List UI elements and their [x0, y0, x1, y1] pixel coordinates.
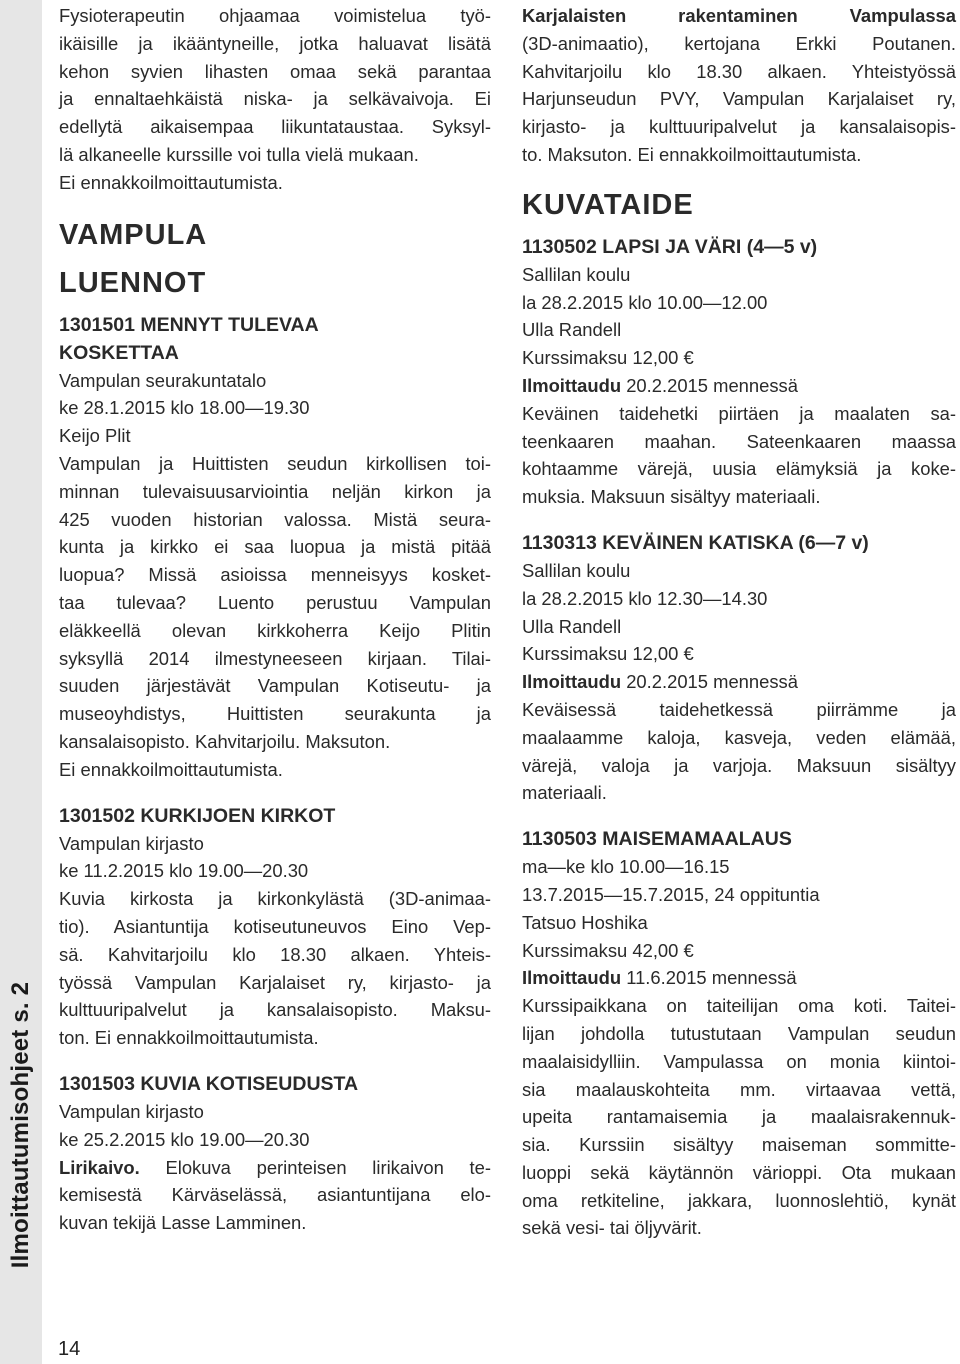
text-line: Harjunseudun PVY, Vampulan Karjalaiset ry, — [522, 88, 956, 110]
section-heading: LUENNOT — [59, 266, 207, 299]
register-label: Ilmoittaudu — [522, 967, 622, 989]
course-title: 1301501 MENNYT TULEVAA — [59, 313, 319, 336]
course-fee: Kurssimaksu 12,00 € — [522, 643, 694, 665]
text-line: maalaisidylliin. Vampulassa on monia kiintoi- — [522, 1050, 956, 1072]
course-block — [59, 802, 491, 1052]
text-line: kohtaamme värejä, uusia elämyksiä ja koke- — [522, 458, 956, 480]
organization-heading: VAMPULA — [59, 218, 208, 251]
course-registration — [522, 668, 956, 696]
sidebar-label: Ilmoittautumisohjeet s. 2 — [7, 981, 34, 1269]
text-line: oma retkiteline, jakkara, luonnoslehtiö, kynät — [522, 1189, 956, 1211]
text-line: sia. Kurssiin sisältyy maiseman sommitte- — [522, 1134, 956, 1156]
text-line: lijan johdolla tutustutaan Vampulan seudun — [522, 1022, 956, 1044]
text-line: ikäisille ja ikääntyneille, jotka haluavat lisätä — [59, 32, 491, 54]
intro-paragraph — [59, 2, 491, 197]
text-line: ton. Ei ennakkoilmoittautumista. — [59, 1027, 319, 1049]
course-teacher: Ulla Randell — [522, 319, 622, 341]
text-line: kuvan tekijä Lasse Lamminen. — [59, 1212, 307, 1234]
text-line: työssä Vampulan Karjalaiset ry, kirjasto- ja — [59, 971, 491, 993]
text-line: maalaamme kaloja, kasveja, veden elämää, — [522, 726, 956, 748]
right-column — [522, 2, 956, 1242]
text-run: Elokuva perinteisen lirikaivon te- — [139, 1156, 491, 1178]
text-line: muksia. Maksuun sisältyy materiaali. — [522, 486, 821, 508]
course-block — [522, 825, 956, 1242]
course-place: Sallilan koulu — [522, 263, 631, 285]
text-line: eläkkeellä olevan kirkkoherra Keijo Plitin — [59, 619, 491, 641]
text-line: Karjalaisten rakentaminen Vampulassa — [522, 5, 956, 26]
text-line: Ei ennakkoilmoittautumista. — [59, 758, 283, 780]
text-line: Kuvia kirkosta ja kirkonkylästä (3D-animaa- — [59, 888, 491, 910]
text-line: Keväinen taidehetki piirtäen ja maalaten sa- — [522, 402, 956, 424]
course-title: KOSKETTAA — [59, 341, 179, 364]
text-line: suuden järjestävät Vampulan Kotiseutu- ja — [59, 675, 491, 697]
course-date: la 28.2.2015 klo 10.00—12.00 — [522, 291, 768, 313]
course-title: 1130313 KEVÄINEN KATISKA (6—7 v) — [522, 531, 869, 554]
course-block — [59, 311, 491, 784]
course-title: 1130503 MAISEMAMAALAUS — [522, 828, 792, 851]
course-fee: Kurssimaksu 42,00 € — [522, 939, 694, 961]
text-line: edellytä aikaisempaa liikuntataustaa. Syksyl- — [59, 116, 491, 138]
page-number: 14 — [58, 1338, 81, 1360]
text-line: luoppi sekä käytännön värioppi. Ota mukaan — [522, 1161, 956, 1183]
text-line: Ei ennakkoilmoittautumista. — [59, 171, 283, 193]
course-dates: 13.7.2015—15.7.2015, 24 oppituntia — [522, 883, 820, 905]
text-line: minnan tulevaisuusarviointia neljän kirkon ja — [59, 480, 491, 502]
left-column — [59, 2, 491, 1237]
text-line — [59, 1154, 491, 1182]
text-line: tio). Asiantuntija kotiseutuneuvos Eino Vep- — [59, 915, 491, 937]
course-fee: Kurssimaksu 12,00 € — [522, 347, 694, 369]
course-date: ke 25.2.2015 klo 19.00—20.30 — [59, 1128, 310, 1150]
text-line: syksyllä 2014 ilmestyneeseen kirjaan. Tilai- — [59, 647, 491, 669]
text-line: materiaali. — [522, 782, 607, 804]
text-line: (3D-animaatio), kertojana Erkki Poutanen. — [522, 32, 956, 54]
text-line: kunta ja kirkko ei saa luopua ja mistä pitää — [59, 536, 491, 558]
intro-paragraph — [522, 2, 956, 169]
text-line: upeita rantamaisemia ja maalaisrakennuk- — [522, 1106, 956, 1128]
text-line: to. Maksuton. Ei ennakkoilmoittautumista. — [522, 143, 862, 165]
course-place: Vampulan kirjasto — [59, 832, 204, 854]
text-line: taa tulevaa? Luento perustuu Vampulan — [59, 591, 491, 613]
course-teacher: Keijo Plit — [59, 425, 131, 447]
course-place: Vampulan seurakuntatalo — [59, 369, 267, 391]
course-teacher: Ulla Randell — [522, 615, 622, 637]
text-line: luopua? Missä asioissa menneisyys kosket- — [59, 564, 491, 586]
course-subtitle: Lirikaivo. — [59, 1156, 140, 1178]
text-line: kirjasto- ja kulttuuripalvelut ja kansalaisopis- — [522, 116, 956, 138]
course-teacher: Tatsuo Hoshika — [522, 911, 648, 933]
course-place: Sallilan koulu — [522, 559, 631, 581]
text-line: lä alkaneelle kurssille voi tulla vielä mukaan. — [59, 143, 419, 165]
text-line: teenkaaren maahan. Sateenkaaren maassa — [522, 430, 956, 452]
text-line: museoyhdistys, Huittisten seurakunta ja — [59, 703, 491, 725]
course-title: 1301502 KURKIJOEN KIRKOT — [59, 804, 336, 827]
text-line: Vampulan ja Huittisten seudun kirkollisen toi- — [59, 452, 491, 474]
course-registration — [522, 372, 956, 400]
text-line: Keväisessä taidehetkessä piirrämme ja — [522, 698, 956, 720]
register-label: Ilmoittaudu — [522, 374, 622, 396]
register-deadline: 20.2.2015 mennessä — [621, 374, 798, 396]
text-line: Kahvitarjoilu klo 18.30 alkaen. Yhteistyössä — [522, 60, 956, 82]
text-line: kansalaisopisto. Kahvitarjoilu. Maksuton. — [59, 730, 391, 752]
course-place: Vampulan kirjasto — [59, 1100, 204, 1122]
text-line: kehon syvien lihasten omaa sekä parantaa — [59, 60, 491, 82]
text-line: sia maalauskohteita mm. virtaavaa vettä, — [522, 1078, 956, 1100]
text-line: ja ennaltaehkäistä niska- ja selkävaivoja. Ei — [59, 88, 491, 110]
course-block — [59, 1070, 491, 1237]
course-block — [522, 529, 956, 807]
text-line: Fysioterapeutin ohjaamaa voimistelua työ- — [59, 5, 491, 26]
register-label: Ilmoittaudu — [522, 671, 622, 693]
text-line: värejä, valoja ja varjoja. Maksuun sisältyy — [522, 754, 956, 776]
course-date: ke 11.2.2015 klo 19.00—20.30 — [59, 860, 309, 882]
text-line: 425 vuoden historian valossa. Mistä seura- — [59, 508, 491, 530]
sidebar-tab — [0, 0, 42, 1364]
course-title: 1130502 LAPSI JA VÄRI (4—5 v) — [522, 235, 818, 258]
course-title: 1301503 KUVIA KOTISEUDUSTA — [59, 1072, 359, 1095]
register-deadline: 11.6.2015 mennessä — [621, 967, 797, 989]
course-block — [522, 233, 956, 511]
course-schedule: ma—ke klo 10.00—16.15 — [522, 856, 730, 878]
text-line: sä. Kahvitarjoilu klo 18.30 alkaen. Yhteis- — [59, 943, 491, 965]
course-date: ke 28.1.2015 klo 18.00—19.30 — [59, 397, 310, 419]
text-line: kemisestä Kärväselässä, asiantuntijana elo- — [59, 1184, 491, 1206]
course-registration — [522, 964, 956, 992]
section-heading: KUVATAIDE — [522, 188, 694, 221]
text-line: Kurssipaikkana on taiteilijan oma koti. Taitei- — [522, 995, 956, 1017]
text-line: sekä vesi- tai öljyvärit. — [522, 1217, 702, 1239]
register-deadline: 20.2.2015 mennessä — [621, 671, 798, 693]
course-date: la 28.2.2015 klo 12.30—14.30 — [522, 587, 768, 609]
text-line: kulttuuripalvelut ja kansalaisopisto. Maksu- — [59, 999, 491, 1021]
